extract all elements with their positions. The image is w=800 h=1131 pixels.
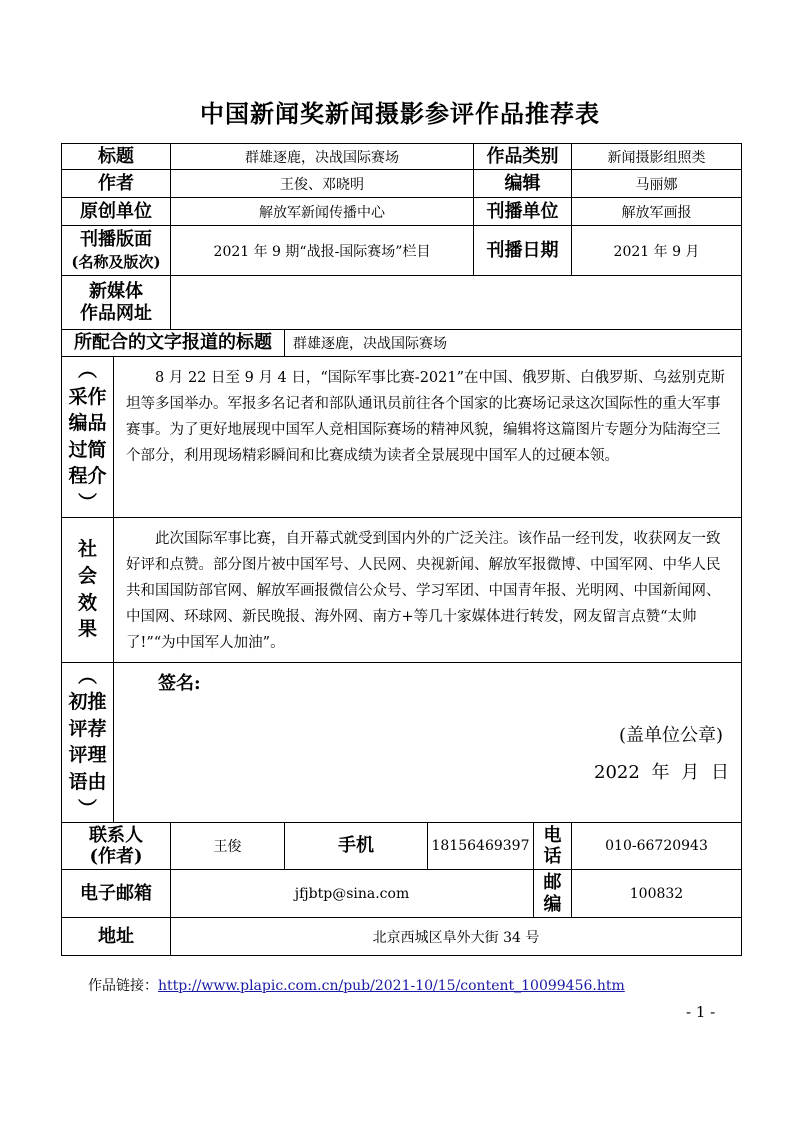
text-title-value: 群雄逐鹿，决战国际赛场 bbox=[285, 330, 742, 357]
recommend-label-line: 评荐 bbox=[68, 717, 107, 740]
publisher-value: 解放军画报 bbox=[572, 198, 742, 226]
work-link-line bbox=[88, 975, 625, 995]
phone-label-line: 电 bbox=[543, 824, 562, 846]
zip-value: 100832 bbox=[572, 870, 742, 918]
recommend-label-line: 评理 bbox=[68, 744, 107, 767]
editor-value: 马丽娜 bbox=[572, 170, 742, 198]
address-value: 北京西城区阜外大街 34 号 bbox=[171, 918, 742, 956]
effect-label bbox=[62, 517, 114, 662]
phone-value: 010-66720943 bbox=[572, 823, 742, 870]
phone-label bbox=[534, 823, 572, 870]
process-label bbox=[62, 357, 114, 518]
recommend-label-line: 初推 bbox=[68, 691, 107, 714]
process-label-line: 编品 bbox=[68, 412, 107, 435]
phone-label-line: 话 bbox=[543, 846, 562, 868]
email-value: jfjbtp@sina.com bbox=[171, 870, 534, 918]
mobile-label: 手机 bbox=[285, 823, 428, 870]
recommend-label-line: 语由 bbox=[68, 770, 107, 793]
mobile-value: 18156469397 bbox=[428, 823, 534, 870]
effect-label-line: 社 bbox=[77, 538, 97, 561]
origin-value: 解放军新闻传播中心 bbox=[171, 198, 474, 226]
url-label-line2: 作品网址 bbox=[80, 302, 152, 324]
date-value: 2021 年 9 月 bbox=[572, 226, 742, 276]
work-link-prefix: 作品链接： bbox=[88, 978, 158, 994]
contact-person-label-sub: (作者) bbox=[89, 846, 143, 868]
process-label-line: 过简 bbox=[68, 438, 107, 461]
page-value: 2021 年 9 期“战报-国际赛场”栏目 bbox=[171, 226, 474, 276]
contact-person-value: 王俊 bbox=[171, 823, 285, 870]
category-value: 新闻摄影组照类 bbox=[572, 144, 742, 170]
category-label: 作品类别 bbox=[474, 144, 572, 170]
process-label-line: 采作 bbox=[68, 385, 107, 408]
process-text: 8 月 22 日至 9 月 4 日，“国际军事比赛-2021”在中国、俄罗斯、白俄罗斯、乌兹别克斯坦等多国举办。军报多名记者和部队通讯员前往各个国家的比赛场记录这次国际性的重大军事赛事。为了更好地展现中国军人竞相国际赛场的精神风貌，编辑将这篇图片专题分为陆海空三个部分，利用现场精彩瞬间和比赛成绩为读者全景展现中国军人的过硬本领。 bbox=[114, 357, 742, 518]
recommend-label bbox=[62, 662, 114, 823]
email-label: 电子邮箱 bbox=[62, 870, 171, 918]
effect-label-line: 效 bbox=[77, 591, 97, 614]
page-title: 中国新闻奖新闻摄影参评作品推荐表 bbox=[200, 99, 600, 128]
title-value: 群雄逐鹿，决战国际赛场 bbox=[171, 144, 474, 170]
title-label: 标题 bbox=[62, 144, 171, 170]
signature-label: 签名: bbox=[158, 672, 201, 694]
recommend-label-line: ︶ bbox=[77, 797, 97, 820]
work-link[interactable]: http://www.plapic.com.cn/pub/2021-10/15/content_10099456.htm bbox=[158, 978, 625, 994]
zip-label-line: 邮 bbox=[543, 872, 562, 894]
zip-label-line: 编 bbox=[543, 893, 562, 915]
page-label bbox=[62, 226, 171, 276]
zip-label bbox=[534, 870, 572, 918]
page-label-main: 刊播版面 bbox=[80, 229, 152, 251]
effect-label-line: 会 bbox=[77, 564, 97, 587]
seal-note: (盖单位公章) bbox=[618, 724, 723, 746]
contact-person-label-main: 联系人 bbox=[89, 824, 143, 846]
author-value: 王俊、邓晓明 bbox=[171, 170, 474, 198]
origin-label: 原创单位 bbox=[62, 198, 171, 226]
publisher-label: 刊播单位 bbox=[474, 198, 572, 226]
effect-text: 此次国际军事比赛，自开幕式就受到国内外的广泛关注。该作品一经刊发，收获网友一致好评和点赞。部分图片被中国军号、人民网、央视新闻、解放军报微博、中国军网、中华人民共和国国防部官网、解放军画报微信公众号、学习军团、中国青年报、光明网、中国新闻网、中国网、环球网、新民晚报、海外网、南方+等几十家媒体进行转发，网友留言点赞“太帅了!”“为中国军人加油”。 bbox=[114, 517, 742, 662]
contact-person-label bbox=[62, 823, 171, 870]
recommend-label-line: ︵ bbox=[77, 664, 97, 687]
recommend-area bbox=[114, 662, 742, 823]
date-label: 刊播日期 bbox=[474, 226, 572, 276]
recommendation-form bbox=[61, 143, 742, 956]
page-label-sub: (名称及版次) bbox=[71, 252, 161, 271]
url-label-line1: 新媒体 bbox=[89, 280, 143, 302]
process-label-line: ︶ bbox=[77, 491, 97, 514]
process-label-line: ︵ bbox=[77, 359, 97, 381]
address-label: 地址 bbox=[62, 918, 171, 956]
page-number: - 1 - bbox=[686, 1003, 716, 1021]
author-label: 作者 bbox=[62, 170, 171, 198]
url-value bbox=[171, 276, 742, 330]
url-label bbox=[62, 276, 171, 330]
recommend-date: 2022 年 月 日 bbox=[594, 761, 729, 783]
editor-label: 编辑 bbox=[474, 170, 572, 198]
process-label-line: 程介 bbox=[68, 465, 107, 488]
text-title-label: 所配合的文字报道的标题 bbox=[62, 330, 285, 357]
effect-label-line: 果 bbox=[77, 618, 97, 641]
